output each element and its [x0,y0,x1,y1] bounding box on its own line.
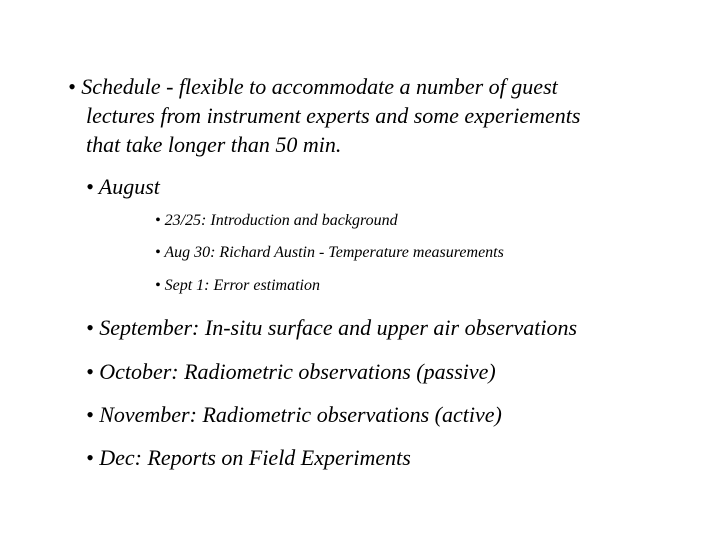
schedule-intro-line-2: lectures from instrument experts and some experiements [86,103,581,128]
august-item-1: • 23/25: Introduction and background [155,212,398,229]
august-heading: • August [86,174,160,199]
month-september: • September: In-situ surface and upper air observations [86,315,578,340]
month-october: • October: Radiometric observations (passive) [86,359,496,384]
august-item-3: • Sept 1: Error estimation [155,277,320,294]
august-item-2: • Aug 30: Richard Austin - Temperature measurements [155,244,504,261]
schedule-intro-line-1: • Schedule - flexible to accommodate a number of guest [68,74,558,99]
month-december: • Dec: Reports on Field Experiments [86,445,411,470]
month-november: • November: Radiometric observations (active) [86,402,502,427]
schedule-intro-line-3: that take longer than 50 min. [86,132,342,157]
